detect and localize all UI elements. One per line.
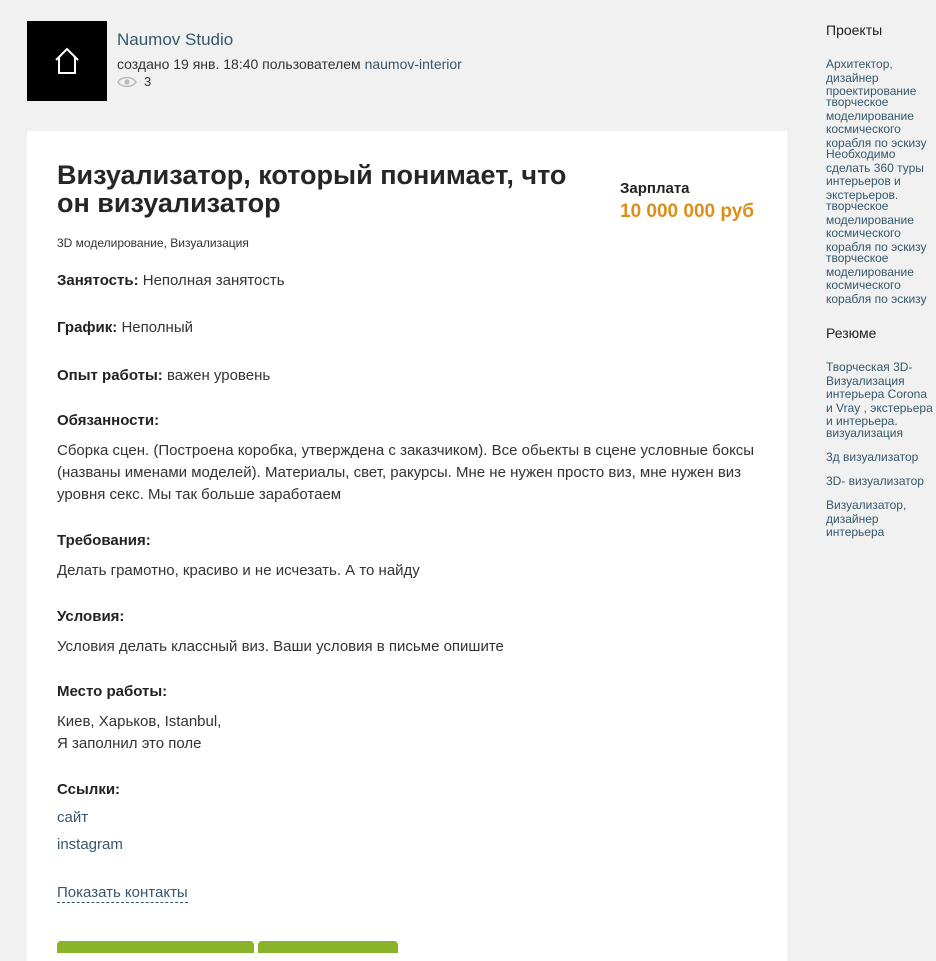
- conditions-section: [57, 606, 757, 658]
- requirements-text: Делать грамотно, красиво и не исчезать. А то найду: [57, 562, 420, 579]
- job-title: Визуализатор, который понимает, что он визуализатор: [57, 160, 567, 218]
- project-link[interactable]: Архитектор, дизайнер проектирование: [826, 57, 917, 98]
- eye-icon: [117, 76, 137, 88]
- requirements-label: Требования:: [57, 532, 151, 549]
- created-text: создано 19 янв. 18:40 пользователем: [117, 56, 361, 72]
- respond-button[interactable]: [57, 941, 254, 953]
- projects-title: Проекты: [826, 22, 883, 38]
- job-tags: 3D моделирование, Визуализация: [57, 236, 249, 250]
- views-counter: [117, 74, 462, 89]
- resume-link[interactable]: визуализация: [826, 426, 903, 440]
- location-text: [57, 711, 757, 755]
- resume-link[interactable]: Творческая 3D-Визуализация интерьера Corona и Vray , экстерьера и интерьера.: [826, 360, 933, 428]
- location-section: [57, 681, 757, 755]
- employment-label: Занятость:: [57, 272, 139, 289]
- links-label: Ссылки:: [57, 781, 121, 798]
- schedule-label: График:: [57, 319, 118, 336]
- requirements-section: [57, 530, 757, 582]
- views-count: 3: [144, 74, 152, 89]
- site-link[interactable]: сайт: [57, 809, 89, 826]
- project-link[interactable]: творческое моделирование космического корабля по эскизу: [826, 95, 927, 150]
- author-info: [117, 21, 462, 101]
- house-icon: [54, 47, 80, 75]
- duties-section: [57, 410, 757, 506]
- job-card: [27, 131, 787, 961]
- duties-text: Сборка сцен. (Построена коробка, утверждена с заказчиком). Все обьекты в сцене условные боксы (названы именами моделей). Материалы, свет, ракурсы. Мне не нужен просто виз, мне нужен виз уровня секс. Мы так больше заработаем: [57, 442, 755, 503]
- resume-link[interactable]: 3D- визуализатор: [826, 474, 924, 488]
- employment-value: Неполная занятость: [142, 272, 285, 289]
- experience-label: Опыт работы:: [57, 367, 163, 384]
- conditions-text: Условия делать классный виз. Ваши условия в письме опишите: [57, 638, 504, 655]
- conditions-label: Условия:: [57, 608, 125, 625]
- instagram-link[interactable]: instagram: [57, 836, 123, 853]
- location-line1: Киев, Харьков, Istanbul,: [57, 713, 222, 730]
- experience-row: [57, 365, 270, 387]
- location-label: Место работы:: [57, 683, 168, 700]
- location-line2: Я заполнил это поле: [57, 735, 202, 752]
- studio-logo[interactable]: [27, 21, 107, 101]
- username-link[interactable]: naumov-interior: [364, 56, 462, 72]
- resume-title: Резюме: [826, 325, 877, 341]
- resume-link[interactable]: 3д визуализатор: [826, 450, 919, 464]
- employment-row: [57, 270, 285, 292]
- project-link[interactable]: Необходимо сделать 360 туры интерьеров и экстерьеров.: [826, 147, 924, 202]
- duties-label: Обязанности:: [57, 412, 160, 429]
- resume-link[interactable]: Визуализатор, дизайнер интерьера: [826, 498, 907, 539]
- project-link[interactable]: творческое моделирование космического корабля по эскизу: [826, 199, 927, 254]
- show-contacts-link[interactable]: Показать контакты: [57, 884, 188, 901]
- experience-value: важен уровень: [166, 367, 271, 384]
- secondary-button[interactable]: [258, 941, 398, 953]
- schedule-value: Неполный: [121, 319, 193, 336]
- project-link[interactable]: творческое моделирование космического корабля по эскизу: [826, 251, 927, 306]
- studio-name-link[interactable]: Naumov Studio: [117, 30, 234, 49]
- salary-value: 10 000 000 руб: [620, 201, 755, 222]
- created-info: [117, 56, 462, 72]
- salary-label: Зарплата: [620, 180, 690, 197]
- links-list: [57, 804, 123, 858]
- links-section: [57, 779, 123, 858]
- schedule-row: [57, 317, 193, 339]
- salary-block: [620, 180, 754, 223]
- author-header: [27, 21, 462, 101]
- sidebar: [826, 0, 933, 945]
